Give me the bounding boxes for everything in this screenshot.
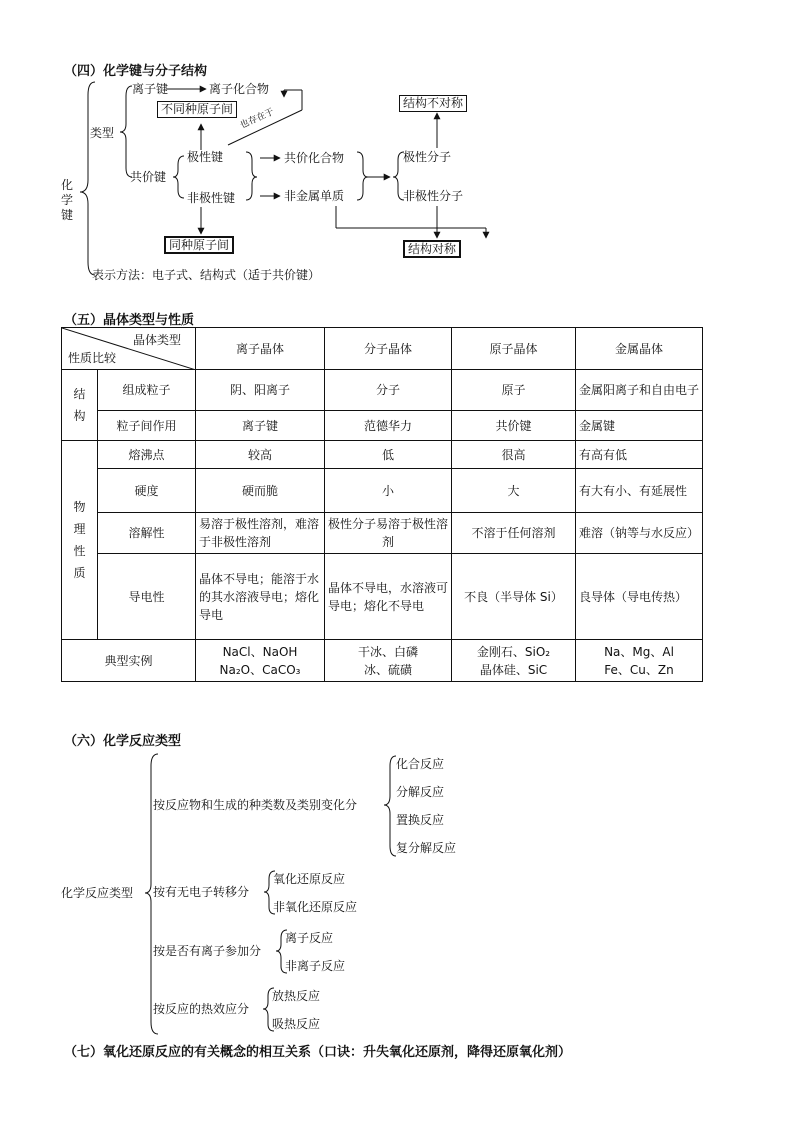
- table-cell: 难溶（钠等与水反应）: [576, 513, 703, 554]
- nonpolar-molecule-label: 非极性分子: [403, 189, 464, 203]
- table-cell: 晶体不导电；能溶于水的其水溶液导电；熔化导电: [196, 554, 325, 640]
- example-line: Na、Mg、Al: [604, 644, 674, 659]
- also-exists-label: 也存在于: [238, 107, 276, 131]
- table-cell: 原子: [452, 370, 576, 411]
- branch3-item: 离子反应: [285, 931, 334, 945]
- type-label: 类型: [90, 126, 115, 140]
- group-label-structure: 结构: [62, 370, 98, 441]
- example-line: 冰、硫磺: [363, 662, 412, 677]
- row-label: 溶解性: [98, 513, 196, 554]
- branch4-label: 按反应的热效应分: [153, 1002, 250, 1016]
- asymmetric-box: 结构不对称: [399, 95, 467, 112]
- table-cell: 良导体（导电传热）: [576, 554, 703, 640]
- example-line: 干冰、白磷: [357, 644, 418, 659]
- column-header: 分子晶体: [325, 328, 452, 370]
- ionic-bond-label: 离子键: [132, 82, 169, 96]
- table-cell: 分子: [325, 370, 452, 411]
- example-line: 金刚石、SiO₂: [476, 644, 551, 659]
- branch3-label: 按是否有离子参加分: [153, 944, 262, 958]
- bond-root-label: 化学键: [61, 178, 74, 222]
- table-cell: 晶体不导电，水溶液可导电；熔化不导电: [325, 554, 452, 640]
- example-line: NaCl、NaOH: [222, 644, 298, 659]
- section7-title: （七）氧化还原反应的有关概念的相互关系（口诀：升失氧化还原剂，降得还原氧化剂）: [64, 1045, 572, 1060]
- example-line: Fe、Cu、Zn: [604, 662, 674, 677]
- corner-bottom-label: 性质比较: [68, 351, 117, 365]
- group-label-physical: 物理性质: [62, 441, 98, 640]
- section5-title: （五）晶体类型与性质: [64, 313, 195, 328]
- table-cell: 不溶于任何溶剂: [452, 513, 576, 554]
- table-cell: 较高: [196, 441, 325, 469]
- column-header: 离子晶体: [196, 328, 325, 370]
- table-cell: 有高有低: [576, 441, 703, 469]
- table-cell: 极性分子易溶于极性溶剂: [325, 513, 452, 554]
- table-cell: 金属键: [576, 411, 703, 441]
- branch1-label: 按反应物和生成的种类数及类别变化分: [153, 798, 358, 812]
- table-cell: 大: [452, 469, 576, 513]
- branch1-item: 复分解反应: [396, 841, 457, 855]
- table-cell: 低: [325, 441, 452, 469]
- column-header: 金属晶体: [576, 328, 703, 370]
- column-header: 原子晶体: [452, 328, 576, 370]
- row-label: 熔沸点: [98, 441, 196, 469]
- polar-bond-label: 极性键: [187, 150, 224, 164]
- symmetric-box: 结构对称: [403, 240, 461, 258]
- branch2-label: 按有无电子转移分: [153, 885, 250, 899]
- row-label: 硬度: [98, 469, 196, 513]
- row-label: 导电性: [98, 554, 196, 640]
- example-line: Na₂O、CaCO₃: [219, 662, 301, 677]
- covalent-bond-label: 共价键: [130, 170, 167, 184]
- table-cell: 很高: [452, 441, 576, 469]
- branch1-item: 分解反应: [396, 785, 445, 799]
- branch1-item: 置换反应: [396, 813, 445, 827]
- corner-top-label: 晶体类型: [132, 333, 181, 347]
- nonpolar-bond-label: 非极性键: [187, 191, 236, 205]
- row-label: 典型实例: [62, 640, 196, 682]
- representation-label: 表示方法：电子式、结构式（适于共价键）: [92, 268, 321, 282]
- table-cell: 小: [325, 469, 452, 513]
- branch1-item: 化合反应: [396, 757, 445, 771]
- table-cell: 有大有小、有延展性: [576, 469, 703, 513]
- table-cell: 范德华力: [325, 411, 452, 441]
- table-cell: 共价键: [452, 411, 576, 441]
- reaction-root-label: 化学反应类型: [61, 886, 134, 900]
- table-cell: 硬而脆: [196, 469, 325, 513]
- branch4-item: 吸热反应: [272, 1017, 321, 1031]
- nonmetal-element-label: 非金属单质: [284, 189, 345, 203]
- table-cell: 金属阳离子和自由电子: [576, 370, 703, 411]
- branch2-item: 氧化还原反应: [273, 872, 346, 886]
- covalent-compound-label: 共价化合物: [284, 151, 345, 165]
- branch2-item: 非氧化还原反应: [273, 900, 358, 914]
- polar-molecule-label: 极性分子: [403, 150, 452, 164]
- ionic-compound-label: 离子化合物: [209, 82, 270, 96]
- table-cell: 阴、阳离子: [196, 370, 325, 411]
- example-line: 晶体硅、SiC: [479, 662, 548, 677]
- row-label: 粒子间作用: [98, 411, 196, 441]
- branch3-item: 非离子反应: [285, 959, 346, 973]
- section4-title: （四）化学键与分子结构: [64, 64, 208, 79]
- table-cell: 易溶于极性溶剂，难溶于非极性溶剂: [196, 513, 325, 554]
- diff-atoms-box: 不同种原子间: [157, 101, 237, 118]
- table-cell: 不良（半导体 Si）: [452, 554, 576, 640]
- branch4-item: 放热反应: [272, 989, 321, 1003]
- same-atoms-box: 同种原子间: [164, 236, 234, 254]
- row-label: 组成粒子: [98, 370, 196, 411]
- section6-title: （六）化学反应类型: [64, 734, 182, 749]
- table-cell: 离子键: [196, 411, 325, 441]
